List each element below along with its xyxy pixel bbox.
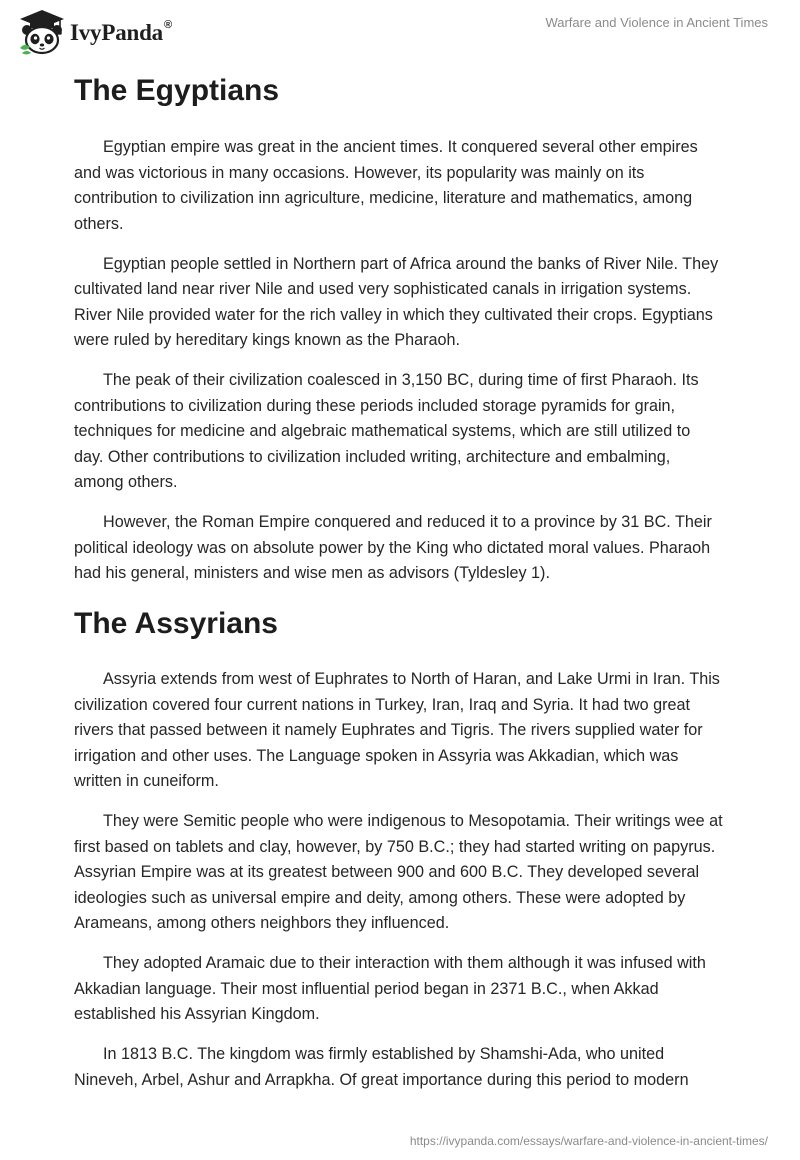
paragraph: Assyria extends from west of Euphrates to North of Haran, and Lake Urmi in Iran. This civilization covered four current nations in Turkey, Iran, Iraq and Syria. It had two great rivers that passed between it namely Euphrates and Tigris. The rivers supplied water for irrigation and other uses. The Language spoken in Assyria was Akkadian, which was written in cuneiform. bbox=[74, 670, 720, 790]
registered-mark: ® bbox=[163, 19, 172, 32]
source-url-link[interactable]: https://ivypanda.com/essays/warfare-and-violence-in-ancient-times/ bbox=[409, 1134, 768, 1148]
paragraph: They adopted Aramaic due to their interaction with them although it was infused with Akkadian language. Their most influential period began in 2371 B.C., when Akkad established his Assyrian Kingdom. bbox=[74, 954, 706, 1023]
paragraph: However, the Roman Empire conquered and reduced it to a province by 31 BC. Their political ideology was on absolute power by the King who dictated moral values. Pharaoh had his general, ministers and wise men as advisors (Tyldesley 1). bbox=[74, 513, 712, 582]
paragraph: The peak of their civilization coalesced in 3,150 BC, during time of first Pharaoh. Its contributions to civilization during these periods included storage pyramids for grain, techniques for medicine and algebraic mathematical systems, which are still utilized to day. Other contributions to civilization included writing, architecture and embalming, among others. bbox=[74, 371, 699, 491]
essay-content bbox=[74, 68, 724, 1108]
page-header bbox=[0, 0, 800, 70]
document-title: Warfare and Violence in Ancient Times bbox=[545, 15, 768, 30]
section-heading: The Egyptians bbox=[74, 74, 280, 107]
section-egyptians bbox=[74, 68, 724, 587]
section-assyrians bbox=[74, 601, 724, 1093]
paragraph: They were Semitic people who were indigenous to Mesopotamia. Their writings wee at first based on tablets and clay, however, by 750 B.C.; they had started writing on papyrus. Assyrian Empire was at its greatest between 900 and 600 B.C. They developed several ideologies such as universal empire and deity, among others. These were adopted by Arameans, among others neighbors they influenced. bbox=[74, 812, 723, 932]
brand-name bbox=[70, 20, 172, 46]
paragraph: In 1813 B.C. The kingdom was firmly established by Shamshi-Ada, who united Nineveh, Arbel, Ashur and Arrapkha. Of great importance during this period to modern bbox=[74, 1045, 689, 1089]
paragraph: Egyptian empire was great in the ancient times. It conquered several other empires and was victorious in many occasions. However, its popularity was mainly on its contribution to civilization inn agriculture, medicine, literature and mathematics, among others. bbox=[74, 138, 698, 233]
section-heading: The Assyrians bbox=[74, 607, 278, 640]
brand-logo[interactable] bbox=[16, 8, 172, 56]
panda-logo-icon bbox=[16, 8, 68, 56]
brand-name-text: IvyPanda bbox=[70, 20, 163, 45]
paragraph: Egyptian people settled in Northern part of Africa around the banks of River Nile. They cultivated land near river Nile and used very sophisticated canals in irrigation systems. River Nile provided water for the rich valley in which they cultivated their crops. Egyptians were ruled by hereditary kings known as the Pharaoh. bbox=[74, 254, 719, 349]
